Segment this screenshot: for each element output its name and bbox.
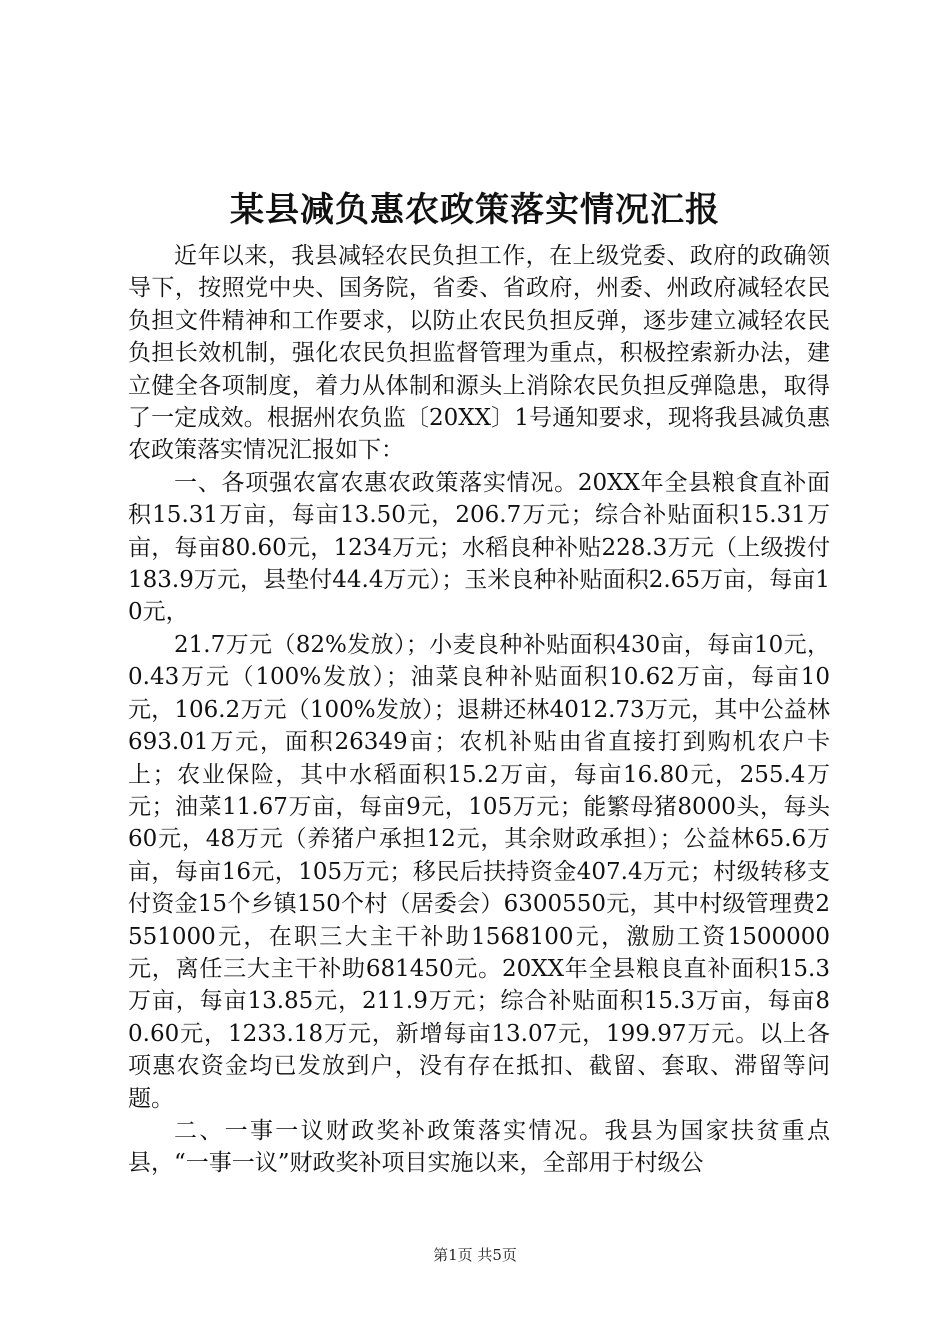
paragraph-section-1-continued: 21.7万元（82%发放）；小麦良种补贴面积430亩，每亩10元，0.43万元（100%发放）；油菜良种补贴面积10.62万亩，每亩10元，106.2万元（100%发放）；退耕还林4012.73万元，其中公益林693.01万元，面积26349亩；农机补贴由省直接打到购机农户卡上；农业保险，其中水稻面积15.2万亩，每亩16.80元，255.4万元；油菜11.67万亩，每亩9元，105万元；能繁母猪8000头，每头60元，48万元（养猪户承担12元，其余财政承担）；公益林65.6万亩，每亩16元，105万元；移民后扶持资金407.4万元；村级转移支付资金15个乡镇150个村（居委会）6300550元，其中村级管理费2551000元，在职三大主干补助1568100元，激励工资1500000元，离任三大主干补助681450元。20XX年全县粮良直补面积15.3万亩，每亩13.85元，211.9万元；综合补贴面积15.3万亩，每亩80.60元，1233.18万元，新增每亩13.07元，199.97万元。以上各项惠农资金均已发放到户，没有存在抵扣、截留、套取、滞留等问题。 bbox=[128, 631, 830, 1112]
paragraph-section-2: 二、一事一议财政奖补政策落实情况。我县为国家扶贫重点县，“一事一议”财政奖补项目实施以来，全部用于村级公 bbox=[128, 1117, 830, 1177]
document-body bbox=[128, 240, 830, 1180]
paragraph-intro: 近年以来，我县减轻农民负担工作，在上级党委、政府的政确领导下，按照党中央、国务院，省委、省政府，州委、州政府减轻农民负担文件精神和工作要求，以防止农民负担反弹，逐步建立减轻农民负担长效机制，强化农民负担监督管理为重点，积极控索新办法，建立健全各项制度，着力从体制和源头上消除农民负担反弹隐患，取得了一定成效。根据州农负监〔20XX〕1号通知要求，现将我县减负惠农政策落实情况汇报如下： bbox=[128, 243, 830, 464]
document-title: 某县减负惠农政策落实情况汇报 bbox=[230, 190, 720, 230]
paragraph-section-1: 一、各项强农富农惠农政策落实情况。20XX年全县粮食直补面积15.31万亩，每亩13.50元，206.7万元；综合补贴面积15.31万亩，每亩80.60元，1234万元；水稻良种补贴228.3万元（上级拨付183.9万元，县垫付44.4万元）；玉米良种补贴面积2.65万亩，每亩10元， bbox=[128, 469, 830, 626]
page-number-footer: 第1页 共5页 bbox=[433, 1246, 517, 1264]
